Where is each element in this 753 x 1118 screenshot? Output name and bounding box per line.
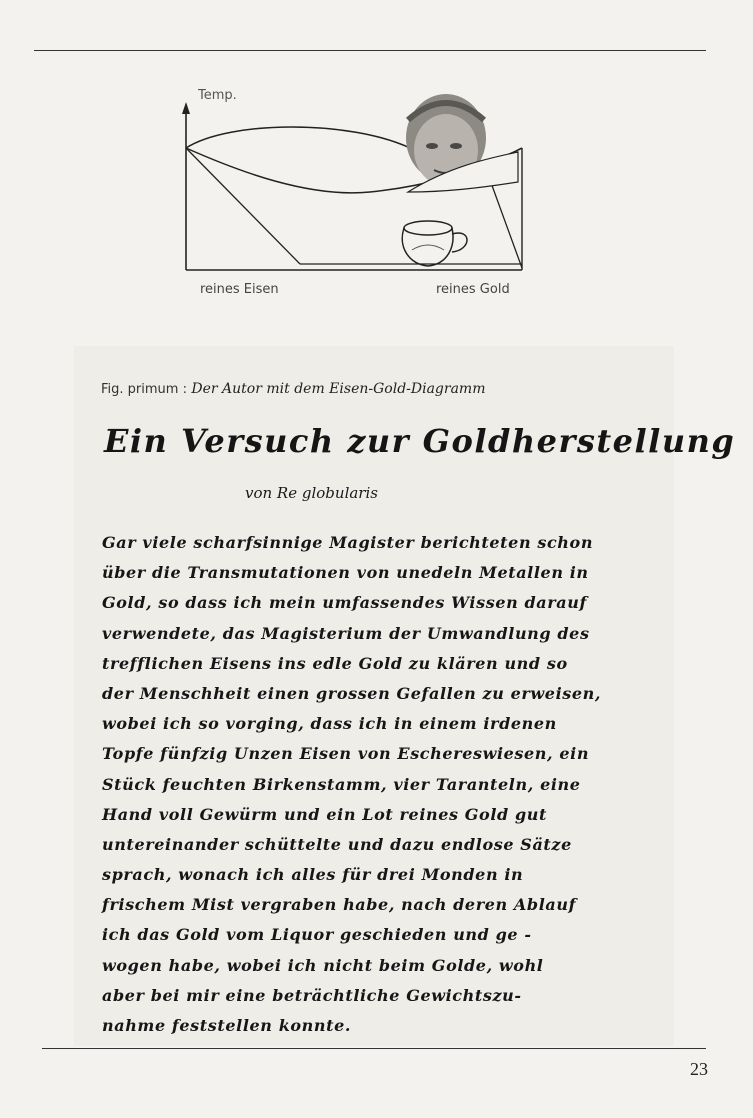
body-line: wobei ich so vorging, dass ich in einem irdenen (102, 714, 557, 734)
body-line: der Menschheit einen grossen Gefallen zu erweisen, (102, 683, 602, 703)
gold-axis-label: reines Gold (436, 282, 510, 297)
body-line: verwendete, das Magisterium der Umwandlung des (102, 623, 590, 643)
body-line: trefflichen Eisens ins edle Gold zu klären und so (102, 653, 568, 673)
caption-text: Der Autor mit dem Eisen-Gold-Diagramm (191, 381, 486, 397)
top-rule (34, 50, 706, 51)
jug-icon (402, 221, 467, 266)
body-line: Hand voll Gewürm und ein Lot reines Gold gut (102, 804, 547, 824)
body-line: über die Transmutationen von unedeln Metallen in (102, 563, 589, 583)
page-number: 23 (690, 1059, 708, 1079)
body-line: Stück feuchten Birkenstamm, vier Taranteln, eine (102, 774, 581, 794)
body-line: Topfe fünfzig Unzen Eisen von Eschereswiesen, ein (102, 744, 590, 764)
eisen-gold-diagram (150, 80, 570, 310)
body-line: frischem Mist vergraben habe, nach deren Ablauf (102, 895, 577, 915)
article-title: Ein Versuch zur Goldherstellung (104, 422, 736, 460)
bottom-rule (42, 1048, 706, 1049)
body-line: untereinander schüttelte und dazu endlose Sätze (102, 834, 572, 854)
body-line: nahme feststellen konnte. (102, 1016, 352, 1035)
body-line: Gar viele scharfsinnige Magister berichteten schon (102, 533, 594, 552)
body-line: Gold, so dass ich mein umfassendes Wissen darauf (102, 593, 587, 613)
temperature-axis-label: Temp. (198, 88, 237, 103)
body-line: aber bei mir eine beträchtliche Gewichtszu- (102, 985, 522, 1005)
caption-lead: Fig. primum : (101, 382, 187, 397)
article-body (102, 528, 672, 1041)
article-byline: von Re globularis (245, 484, 378, 502)
figure-caption (101, 381, 485, 397)
body-line: wogen habe, wobei ich nicht beim Golde, wohl (102, 955, 544, 975)
iron-axis-label: reines Eisen (200, 282, 279, 297)
body-line: ich das Gold vom Liquor geschieden und ge - (102, 925, 532, 945)
body-line: sprach, wonach ich alles für drei Monden in (102, 865, 524, 885)
